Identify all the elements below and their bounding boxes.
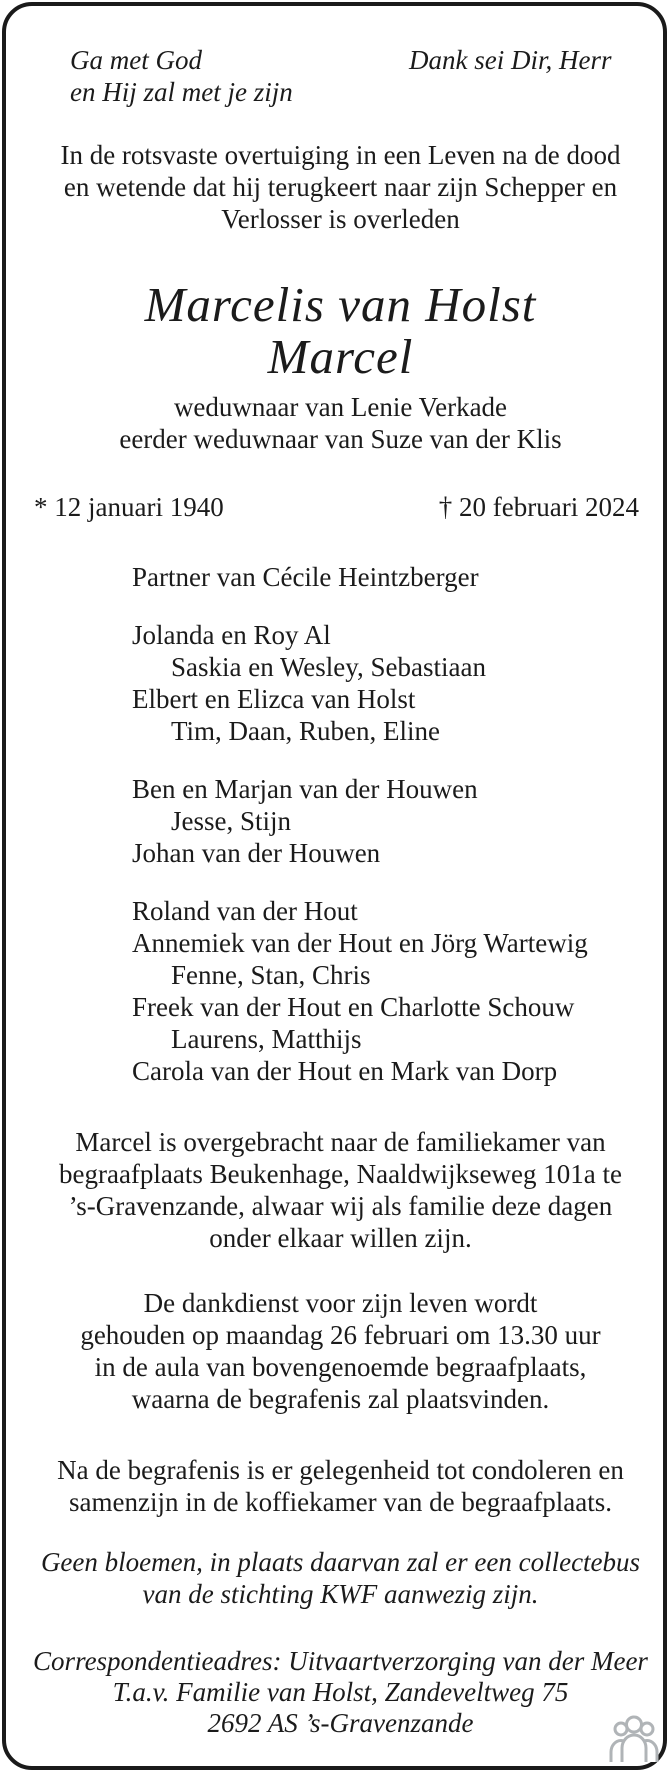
family-line: Fenne, Stan, Chris <box>171 960 371 990</box>
correspondence-line: Correspondentieadres: Uitvaartverzorging van der Meer <box>33 1646 648 1676</box>
family-line: Roland van der Hout <box>132 896 358 926</box>
repose-paragraph <box>6 1126 669 1254</box>
widower-line: weduwnaar van Lenie Verkade <box>173 392 508 422</box>
paragraph-line: De dankdienst voor zijn leven wordt <box>143 1288 538 1318</box>
family-line: Freek van der Hout en Charlotte Schouw <box>132 992 575 1022</box>
quote-left <box>70 44 293 108</box>
dates-row <box>34 491 639 523</box>
deceased-call-name: Marcel <box>267 329 414 384</box>
family-group <box>132 895 588 1087</box>
family-line: Carola van der Hout en Mark van Dorp <box>132 1056 558 1086</box>
quote-line: Ga met God <box>70 45 202 75</box>
correspondence-line: 2692 AS ’s-Gravenzande <box>207 1708 474 1738</box>
family-group <box>132 773 588 869</box>
paragraph-line: in de aula van bovengenoemde begraafplaats, <box>94 1352 587 1382</box>
family-icon <box>608 1714 660 1764</box>
paragraph-line: ’s-Gravenzande, alwaar wij als familie deze dagen <box>68 1191 613 1221</box>
paragraph-line: begraafplaats Beukenhage, Naaldwijkseweg 101a te <box>58 1159 623 1189</box>
quote-right <box>409 44 612 76</box>
partner-line: Partner van Cécile Heintzberger <box>132 562 479 592</box>
family-line: Annemiek van der Hout en Jörg Wartewig <box>132 928 588 958</box>
family-line: Tim, Daan, Ruben, Eline <box>171 716 440 746</box>
paragraph-line: Marcel is overgebracht naar de familiekamer van <box>75 1127 606 1157</box>
intro-paragraph <box>6 139 669 235</box>
paragraph-line: Na de begrafenis is er gelegenheid tot condoleren en <box>57 1455 624 1485</box>
family-line: Johan van der Houwen <box>132 838 381 868</box>
deceased-full-name: Marcelis van Holst <box>144 277 537 332</box>
family-line: Saskia en Wesley, Sebastiaan <box>171 652 486 682</box>
family-line: Laurens, Matthijs <box>171 1024 362 1054</box>
death-date: † 20 februari 2024 <box>438 492 639 522</box>
family-line: Ben en Marjan van der Houwen <box>132 774 478 804</box>
correspondence-line: T.a.v. Familie van Holst, Zandeveltweg 75 <box>112 1677 569 1707</box>
intro-line: In de rotsvaste overtuiging in een Leven na de dood <box>60 140 621 170</box>
family-line: Jolanda en Roy Al <box>132 620 331 650</box>
family-line: Elbert en Elizca van Holst <box>132 684 416 714</box>
family-group <box>132 619 588 747</box>
paragraph-line: waarna de begrafenis zal plaatsvinden. <box>131 1384 550 1414</box>
family-block <box>132 561 588 1087</box>
paragraph-line: onder elkaar willen zijn. <box>209 1223 472 1253</box>
correspondence-block <box>6 1646 669 1739</box>
flowers-paragraph <box>6 1546 669 1610</box>
intro-line: en wetende dat hij terugkeert naar zijn Schepper en <box>63 172 618 202</box>
paragraph-line: samenzijn in de koffiekamer van de begraafplaats. <box>68 1487 613 1517</box>
family-line: Jesse, Stijn <box>171 806 292 836</box>
paragraph-line: van de stichting KWF aanwezig zijn. <box>142 1579 539 1609</box>
widower-line: eerder weduwnaar van Suze van der Klis <box>119 424 562 454</box>
paragraph-line: Geen bloemen, in plaats daarvan zal er een collectebus <box>40 1547 641 1577</box>
announcement-border <box>2 2 667 1770</box>
quote-line: en Hij zal met je zijn <box>70 77 293 107</box>
service-paragraph <box>6 1287 669 1415</box>
birth-date: * 12 januari 1940 <box>34 492 224 522</box>
condolence-paragraph <box>6 1454 669 1518</box>
intro-line: Verlosser is overleden <box>221 204 460 234</box>
widower-block <box>6 391 669 455</box>
quote-line: Dank sei Dir, Herr <box>409 45 612 75</box>
deceased-name-block <box>6 279 669 383</box>
paragraph-line: gehouden op maandag 26 februari om 13.30 uur <box>80 1320 601 1350</box>
